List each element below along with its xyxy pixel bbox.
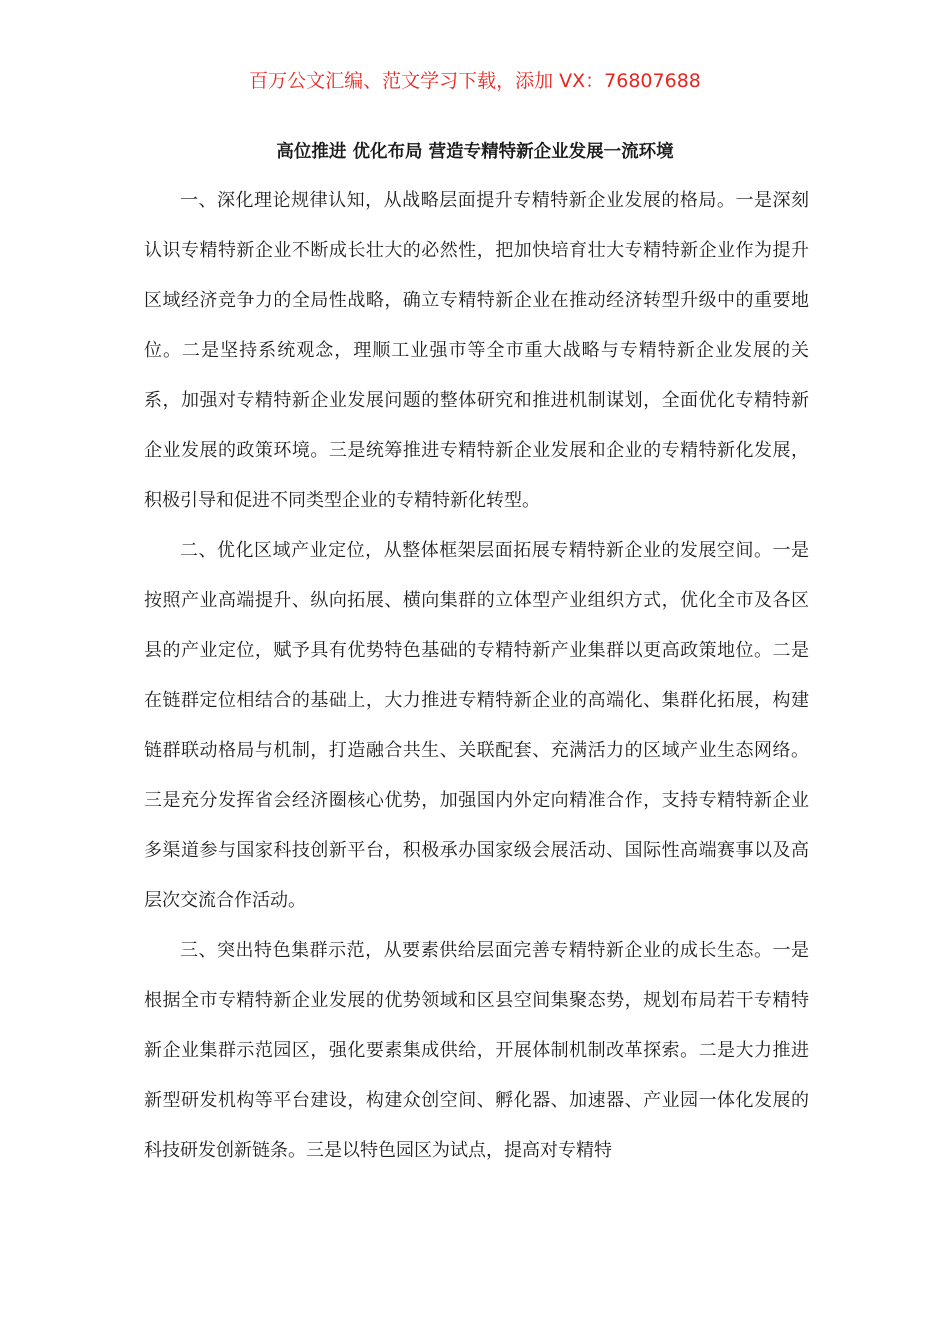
promo-banner: 百万公文汇编、范文学习下载，添加 VX：76807688 bbox=[249, 70, 701, 92]
document-body bbox=[144, 176, 809, 1176]
paragraph-2: 二、优化区域产业定位，从整体框架层面拓展专精特新企业的发展空间。一是按照产业高端提升、纵向拓展、横向集群的立体型产业组织方式，优化全市及各区县的产业定位，赋予具有优势特色基础的专精特新产业集群以更高政策地位。二是在链群定位相结合的基础上，大力推进专精特新企业的高端化、集群化拓展，构建链群联动格局与机制，打造融合共生、关联配套、充满活力的区域产业生态网络。三是充分发挥省会经济圈核心优势，加强国内外定向精准合作，支持专精特新企业多渠道参与国家科技创新平台，积极承办国家级会展活动、国际性高端赛事以及高层次交流合作活动。 bbox=[144, 540, 809, 911]
paragraph-3: 三、突出特色集群示范，从要素供给层面完善专精特新企业的成长生态。一是根据全市专精特新企业发展的优势领域和区县空间集聚态势，规划布局若干专精特新企业集群示范园区，强化要素集成供给，开展体制机制改革探索。二是大力推进新型研发机构等平台建设，构建众创空间、孵化器、加速器、产业园一体化发展的科技研发创新链条。三是以特色园区为试点，提高对专精特 bbox=[144, 940, 809, 1161]
paragraph-1: 一、深化理论规律认知，从战略层面提升专精特新企业发展的格局。一是深刻认识专精特新企业不断成长壮大的必然性，把加快培育壮大专精特新企业作为提升区域经济竞争力的全局性战略，确立专精特新企业在推动经济转型升级中的重要地位。二是坚持系统观念，理顺工业强市等全市重大战略与专精特新企业发展的关系，加强对专精特新企业发展问题的整体研究和推进机制谋划，全面优化专精特新企业发展的政策环境。三是统筹推进专精特新企业发展和企业的专精特新化发展，积极引导和促进不同类型企业的专精特新化转型。 bbox=[144, 190, 809, 511]
document-title: 高位推进 优化布局 营造专精特新企业发展一流环境 bbox=[276, 142, 674, 162]
